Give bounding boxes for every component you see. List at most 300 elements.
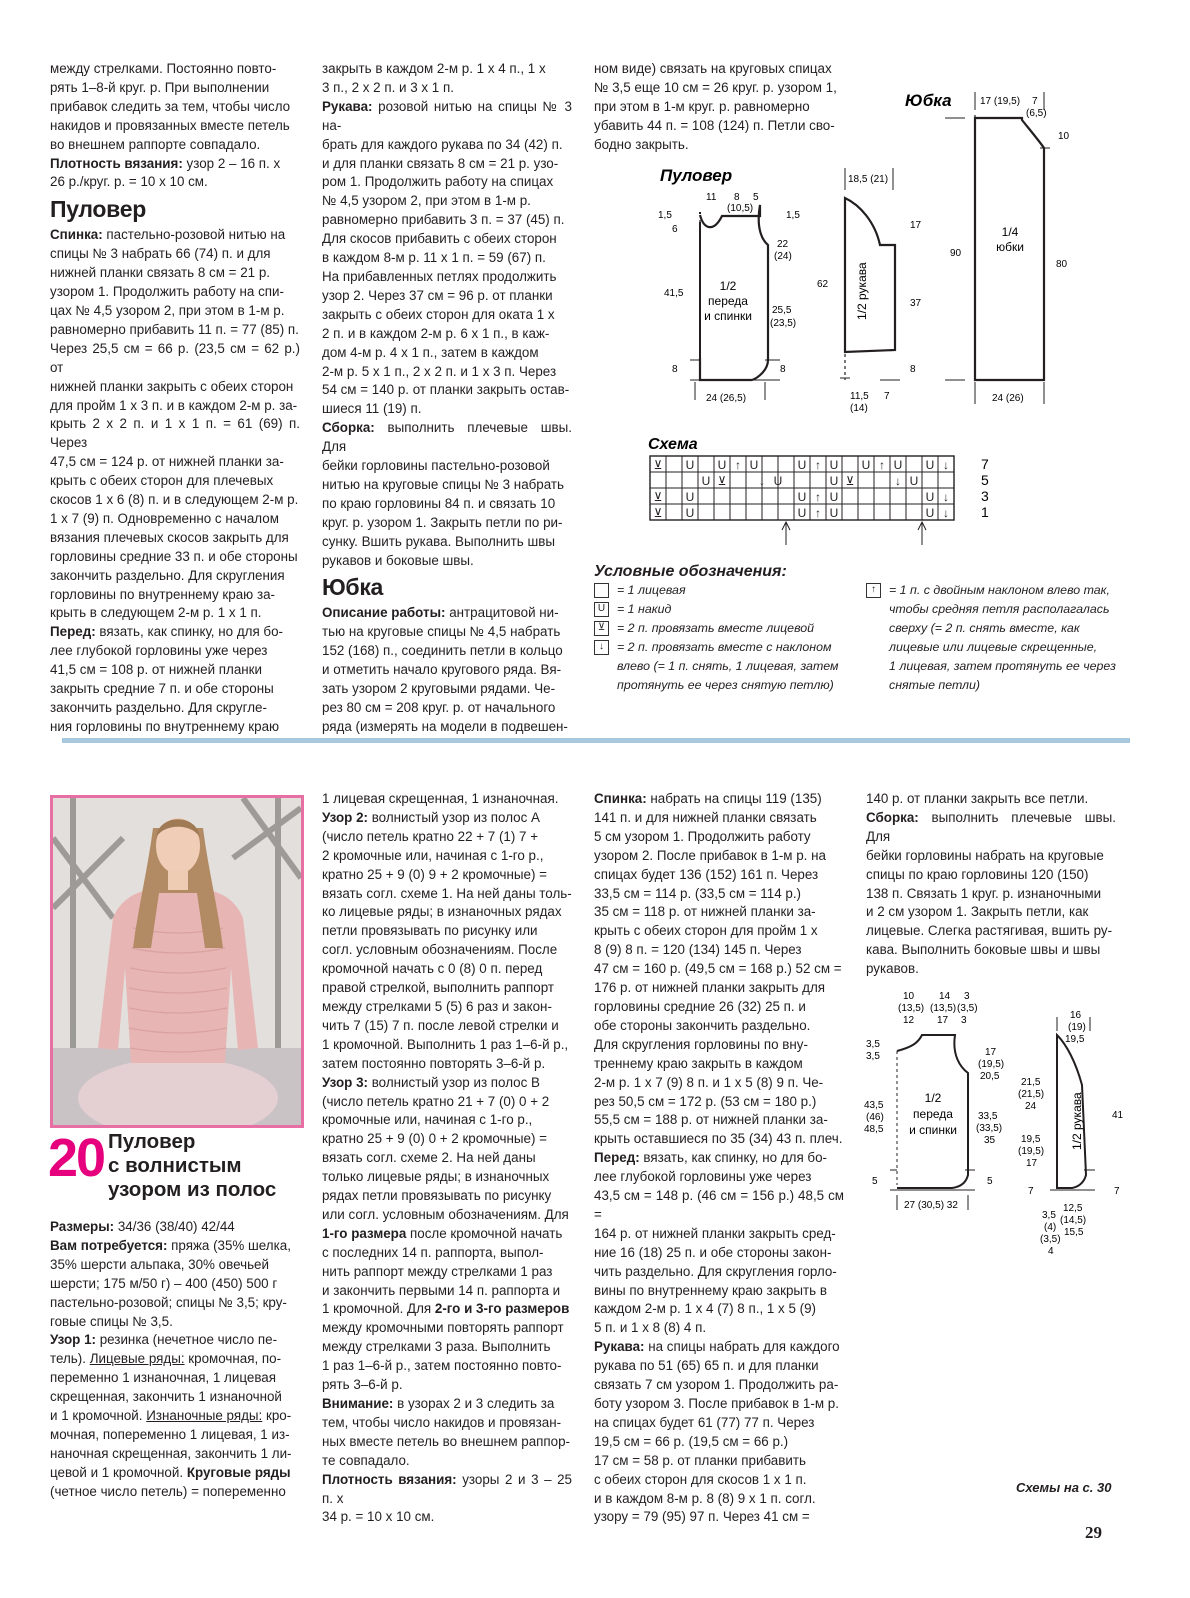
text-line: рядах петли провязывать по рисунку	[322, 1188, 552, 1204]
dim-label: 8	[672, 364, 678, 375]
dim-label: 17	[1026, 1158, 1038, 1169]
text-line: каждом 2-м р. 1 х 4 (7) 8 п., 1 х 5 (9)	[594, 1301, 816, 1317]
dim-label: 15,5	[1064, 1227, 1084, 1238]
text-line: горловины по внутреннему краю за-	[50, 586, 275, 602]
text-line: 43,5 см = 148 р. (46 см = 156 р.) 48,5 см =	[594, 1188, 844, 1222]
text-line: 19,5 см = 66 р. (19,5 см = 66 р.)	[594, 1433, 789, 1449]
text-column-b2	[322, 790, 572, 1527]
text-line: крыть в следующем 2-м р. 1 х 1 п.	[50, 605, 262, 621]
text-line	[50, 1218, 300, 1237]
sleeves-label: Рукава:	[594, 1339, 645, 1355]
text-line: Через 25,5 см = 66 р. (23,5 см = 62 р.) от	[50, 340, 300, 375]
text-run: вязать, как спинку, но для бо-	[95, 624, 283, 640]
k2tog-icon: ⊻	[594, 621, 609, 636]
text-line: в каждом 8-м р. 11 х 1 п. = 59 (67) п.	[322, 250, 546, 266]
dim-label: 6	[672, 224, 678, 235]
text-line: рукава по 51 (65) 65 п. и для планки	[594, 1358, 819, 1374]
legend-item	[594, 638, 864, 695]
text-line: 2-м р. 5 х 1 п., 2 х 2 п. и 1 х 3 п. Через	[322, 363, 557, 379]
sym-yo: U	[829, 490, 839, 504]
text-line: вины по внутреннему краю закрыть в	[594, 1282, 827, 1298]
dim-label: (6,5)	[1026, 108, 1047, 119]
sym-cdd: ↑	[879, 458, 885, 472]
text-line: 176 р. от нижней планки закрыть для	[594, 980, 826, 996]
text-line: зать узором 2 круговыми рядами. Че-	[322, 681, 556, 697]
text-column-b3	[594, 790, 844, 1527]
legend-line: лицевые или лицевые скрещенные,	[889, 640, 1098, 654]
text-line: 2-м р. 1 х 7 (9) 8 п. и 1 х 5 (8) 9 п. Че-	[594, 1074, 824, 1090]
dim-label: 7	[1032, 96, 1038, 107]
legend-title: Условные обозначения:	[594, 563, 787, 580]
text-line: 3 п., 2 х 2 п. и 3 х 1 п.	[322, 79, 454, 95]
text-line: Для скругления горловины по вну-	[594, 1036, 808, 1052]
schemes-reference: Схемы на с. 30	[1016, 1480, 1112, 1495]
dim-label: 25,5	[772, 305, 792, 316]
dim-label: 22	[777, 239, 789, 250]
text-line: 47,5 см = 124 р. от нижней планки за-	[50, 454, 284, 470]
yarn-over-icon: U	[594, 602, 609, 617]
front-label: Перед:	[50, 624, 96, 640]
text-line: и для планки связать 8 см = 21 р. узо-	[322, 155, 559, 171]
sym-yo: U	[829, 474, 839, 488]
dim-label: 41,5	[664, 288, 684, 299]
text-run: цевой и 1 кромочной.	[50, 1464, 184, 1480]
sym-yo: U	[685, 458, 695, 472]
sizes-label: Размеры:	[50, 1219, 115, 1234]
text-line: крыть с обеих сторон для пройм 1 х	[594, 923, 818, 939]
text-line: на спицах будет 61 (77) 77 п. Через	[594, 1414, 815, 1430]
legend-text	[617, 638, 839, 695]
front-label: Перед:	[594, 1150, 640, 1166]
model-title	[108, 1130, 276, 1202]
text-line: узором 2. После прибавок в 1-м р. на	[594, 847, 826, 863]
text-line: бейки горловины набрать на круговые	[866, 847, 1104, 863]
text-line: вязать согл. схеме 1. На ней даны толь-	[322, 885, 572, 901]
text-line: ряда (измерять на модели в подвешен-	[322, 718, 568, 734]
text-line: кратно 25 + 9 (0) 9 + 2 кромочные) =	[322, 866, 547, 882]
dim-label: 62	[817, 279, 829, 290]
text-line: закончить раздельно. Для скругления	[50, 567, 285, 583]
sym-yo: U	[797, 458, 807, 472]
front-back-label-3: и спинки	[704, 309, 752, 323]
text-line: узором 1. Продолжить работу на спи-	[50, 284, 284, 300]
dim-label: 4	[1048, 1246, 1054, 1257]
text-line	[322, 1395, 572, 1414]
text-line: треннему краю закрыть в каждом	[594, 1055, 803, 1071]
dim-label: 24 (26,5)	[706, 393, 747, 404]
dim-label: (19,5)	[1018, 1146, 1045, 1157]
text-line	[50, 1350, 300, 1369]
legend-line: сверху (= 2 п. снять вместе, как	[889, 621, 1080, 635]
text-line: кромочные или, начиная с 1-го р.,	[322, 1112, 533, 1128]
dim-label: (24)	[774, 251, 792, 262]
legend-item	[866, 581, 1136, 695]
sym-yo: U	[893, 458, 903, 472]
text-line: горловины средние 33 п. и обе стороны	[50, 548, 298, 564]
text-line: 17 см = 58 р. от планки прибавить	[594, 1452, 806, 1468]
text-run: набрать на спицы 119 (135)	[646, 791, 822, 806]
text-line: рукавов.	[866, 961, 919, 977]
sym-yo: U	[685, 506, 695, 520]
text-run: антрацитовой ни-	[445, 605, 559, 621]
sym-yo: U	[717, 458, 727, 472]
dim-label: 14	[939, 991, 951, 1002]
text-column-b1	[50, 1218, 300, 1502]
sym-k2tog: ⊻	[845, 474, 855, 488]
wrong-side-rows-label: Изнаночные ряды:	[146, 1408, 263, 1424]
text-line: скосов 1 х 6 (8) п. и в следующем 2-м р.	[50, 492, 299, 508]
text-line: правой стрелкой, выполнить раппорт	[322, 980, 555, 996]
dim-label: 7	[1114, 1186, 1120, 1197]
text-line: шерсти; 175 м/50 г) – 400 (450) 500 г	[50, 1275, 278, 1291]
text-line: закрыть средние 7 п. и обе стороны	[50, 681, 274, 697]
text-run: вязать, как спинку, но для бо-	[639, 1150, 827, 1166]
text-line: только лицевые ряды; в изнаночных	[322, 1169, 550, 1185]
ssk-icon: ↓	[594, 640, 609, 655]
b-sleeve-half-label: 1/2 рукава	[1070, 1092, 1084, 1150]
text-run: выполнить плечевые швы. Для	[322, 420, 572, 455]
skirt-quarter-label-1: 1/4	[1001, 225, 1019, 239]
text-line: затем постоянно повторять 3–6-й р.	[322, 1055, 546, 1071]
row-number: 5	[981, 472, 989, 488]
text-line: 35 см = 118 р. от нижней планки за-	[594, 904, 816, 920]
assembly-label: Сборка:	[322, 420, 375, 436]
text-run: в узорах 2 и 3 следить за	[393, 1396, 555, 1411]
sym-cdd: ↑	[735, 458, 741, 472]
text-run: розовой нитью на спицы № 3 на-	[322, 98, 572, 133]
text-line: кратно 25 + 9 (0) 0 + 2 кромочные) =	[322, 1131, 547, 1147]
text-line: чить раздельно. Для скругления горло-	[594, 1263, 837, 1279]
assembly-label: Сборка:	[866, 809, 919, 825]
text-run: пастельно-розовой нитью на	[102, 227, 286, 243]
dim-label: (13,5)	[930, 1003, 957, 1014]
text-run: 1 кромочной. Для	[322, 1301, 435, 1317]
dim-label: 5	[872, 1176, 878, 1187]
text-line: нитью на круговые спицы № 3 набрать	[322, 476, 565, 492]
text-line: скрещенная, закончить 1 изнаночной	[50, 1389, 282, 1405]
dim-label: (21,5)	[1018, 1089, 1045, 1100]
sym-ssk: ↓	[895, 474, 901, 488]
text-line: сунку. Вшить рукава. Выполнить швы	[322, 533, 555, 549]
sym-yo: U	[797, 506, 807, 520]
text-run: и 1 кромочной.	[50, 1408, 143, 1424]
sym-yo: U	[829, 506, 839, 520]
text-line: петли провязывать по рисунку или	[322, 923, 538, 939]
dim-label: 20,5	[980, 1071, 1000, 1082]
sym-ssk: ↓	[943, 506, 949, 520]
dim-label: (19)	[1068, 1022, 1086, 1033]
text-line: ных вместе петель во внешнем раппор-	[322, 1433, 570, 1449]
b-front-back-label-1: 1/2	[924, 1091, 942, 1105]
pattern3-label: Узор 3:	[322, 1074, 368, 1090]
text-line: с обеих сторон для скосов 1 х 1 п.	[594, 1471, 807, 1487]
text-line: горловины средние 26 (32) 25 п. и	[594, 998, 806, 1014]
legend-text: = 1 лицевая	[617, 583, 686, 597]
dim-label: 10	[903, 991, 915, 1002]
text-run: узор 2 – 16 п. х	[182, 155, 281, 171]
text-line: или согл. условным обозначениям. Для	[322, 1206, 569, 1222]
text-run: тель).	[50, 1351, 86, 1367]
dim-label: 5	[987, 1176, 993, 1187]
text-run: кро-	[262, 1408, 292, 1424]
row-number: 3	[981, 488, 989, 504]
legend-text: = 1 накид	[617, 602, 672, 616]
dim-label: 16	[1070, 1010, 1082, 1021]
text-line: 141 п. и для нижней планки связать	[594, 809, 817, 825]
text-line: (четное число петель) = попеременно	[50, 1483, 286, 1499]
text-line: 33,5 см = 114 р. (33,5 см = 114 р.)	[594, 885, 801, 901]
row-number: 7	[981, 456, 989, 472]
dim-label: 5	[753, 192, 759, 203]
legend-text	[889, 581, 1116, 695]
text-line: 47 см = 160 р. (49,5 см = 168 р.) 52 см =	[594, 961, 842, 977]
text-line: крыть оставшиеся по 35 (34) 43 п. плеч.	[594, 1131, 843, 1147]
dim-label: 3,5	[1042, 1210, 1056, 1221]
dim-label: 8	[910, 364, 916, 375]
text-line: цах № 4,5 узором 2, при этом в 1-м р.	[50, 302, 285, 318]
dim-label: 1,5	[658, 210, 672, 221]
sym-yo: U	[861, 458, 871, 472]
dim-label: 33,5	[978, 1111, 998, 1122]
text-line	[322, 809, 572, 828]
text-line: боту узором 3. После прибавок в 1-м р.	[594, 1396, 839, 1411]
dim-label: 3	[961, 1015, 967, 1026]
text-line: чить 7 (15) 7 п. после левой стрелки и	[322, 1017, 559, 1033]
legend-item	[594, 600, 864, 619]
dim-label: 11,5	[850, 391, 869, 402]
attention-label: Внимание:	[322, 1396, 394, 1411]
dim-label: 12,5	[1063, 1203, 1083, 1214]
dim-label: 17	[910, 220, 922, 231]
sym-yo: U	[909, 474, 919, 488]
round-rows-label: Круговые ряды	[186, 1464, 291, 1480]
legend-line: = 2 п. провязать вместе с наклоном	[617, 640, 832, 654]
text-line: и 2 см узором 1. Закрыть петли, как	[866, 904, 1089, 920]
legend-item	[594, 619, 864, 638]
dim-label: 17	[937, 1015, 949, 1026]
dim-label: 12	[903, 1015, 915, 1026]
sleeve-half-label: 1/2 рукава	[855, 262, 869, 320]
front-back-label-2: переда	[708, 294, 748, 308]
text-line: те совпадало.	[322, 1452, 410, 1468]
text-column-b4	[866, 790, 1116, 979]
text-run: волнистый узор из полос А	[367, 809, 540, 825]
text-line: 8 (9) 8 п. = 120 (134) 145 п. Через	[594, 942, 802, 958]
size1-label: 1-го размера	[322, 1225, 407, 1241]
sym-cdd: ↑	[815, 506, 821, 520]
dim-label: 7	[884, 391, 890, 402]
text-line: 1 кромочной. Выполнить 1 раз 1–6-й р.,	[322, 1036, 569, 1052]
text-run: резинка (нечетное число пе-	[95, 1332, 278, 1348]
text-line: согл. условным обозначениям. После	[322, 942, 558, 958]
dim-label: 8	[780, 364, 786, 375]
text-line: вязания плечевых скосов закрыть для	[50, 529, 289, 545]
text-run: кромочная, по-	[184, 1351, 282, 1367]
dim-label: (14)	[850, 403, 868, 414]
dim-label: 37	[910, 298, 922, 309]
text-line: ном виде) связать на круговых спицах	[594, 61, 832, 76]
dim-label: 90	[950, 248, 962, 259]
description-label: Описание работы:	[322, 605, 446, 621]
text-line: ния горловины по внутреннему краю	[50, 718, 280, 734]
skirt-diagram-title: Юбка	[905, 91, 952, 110]
sym-yo: U	[701, 474, 711, 488]
legend-line: протянуть ее через снятую петлю)	[617, 678, 834, 692]
text-line: 34 р. = 10 х 10 см.	[322, 1509, 435, 1525]
dim-label: 19,5	[1021, 1134, 1041, 1145]
model-photo-illustration	[53, 798, 301, 1125]
dim-label: 10	[1058, 131, 1070, 142]
text-line: 1 раз 1–6-й р., затем постоянно повто-	[322, 1358, 562, 1374]
dim-label: 3,5	[866, 1039, 880, 1050]
pattern-diagram-bottom	[860, 985, 1160, 1265]
sym-yo: U	[925, 506, 935, 520]
pullover-diagram-title: Пуловер	[660, 166, 733, 185]
text-line: равномерно прибавить 3 п. = 37 (45) п.	[322, 212, 565, 228]
text-line: спицы по краю горловины 120 (150)	[866, 866, 1089, 882]
sym-yo: U	[797, 490, 807, 504]
text-line: накидов и провязанных вместе петель	[50, 117, 290, 133]
text-run: на спицы набрать для каждого	[644, 1339, 840, 1355]
text-line	[50, 1464, 300, 1483]
text-line: кава. Выполнить боковые швы и швы	[866, 942, 1101, 958]
text-line: и отметить начало кругового ряда. Вя-	[322, 662, 562, 678]
dim-label: 3,5	[866, 1051, 880, 1062]
text-line: мочная, попеременно 1 лицевая, 1 из-	[50, 1426, 290, 1442]
dim-label: 43,5	[864, 1100, 884, 1111]
sym-yo: U	[829, 458, 839, 472]
text-line: 152 (168) п., соединить петли в кольцо	[322, 643, 563, 659]
dim-label: (46)	[866, 1112, 884, 1123]
text-line: обе стороны закончить раздельно.	[594, 1017, 811, 1033]
dim-label: 18,5 (21)	[848, 174, 889, 185]
dim-label: (3,5)	[957, 1003, 978, 1014]
text-line	[50, 1237, 300, 1256]
sym-yo: U	[685, 490, 695, 504]
page-number: 29	[1085, 1523, 1102, 1542]
text-line	[50, 1331, 300, 1350]
model-number: 20	[48, 1128, 105, 1188]
text-line: говые спицы № 3,5.	[50, 1313, 173, 1329]
model-title-line: узором из полос	[108, 1178, 277, 1201]
sym-yo: U	[925, 490, 935, 504]
text-line: рять 1–8-й круг. р. При выполнении	[50, 79, 270, 95]
text-line: нижней планки связать 8 см = 21 р.	[50, 265, 270, 281]
dim-label: (3,5)	[1040, 1234, 1061, 1245]
dim-label: (10,5)	[727, 203, 754, 214]
text-line: (число петель кратно 21 + 7 (0) 0 + 2	[322, 1093, 550, 1109]
text-line: тем, чтобы число накидов и провязан-	[322, 1414, 562, 1430]
legend-line: 1 лицевая, затем протянуть ее через	[889, 659, 1116, 673]
knit-symbol-icon	[594, 583, 609, 598]
sym-cdd: ↑	[815, 490, 821, 504]
dim-label: 17 (19,5)	[980, 96, 1021, 107]
text-line: 1 лицевая скрещенная, 1 изнаночная.	[322, 791, 559, 806]
double-decrease-icon: ↑	[866, 583, 881, 598]
dim-label: 17	[985, 1047, 997, 1058]
text-line: 26 р./круг. р. = 10 х 10 см.	[50, 174, 208, 190]
dim-label: 3	[964, 991, 970, 1002]
text-run: пряжа (35% шелка,	[167, 1237, 291, 1253]
b-front-back-label-3: и спинки	[909, 1123, 957, 1137]
text-line: ко лицевые ряды; в изнаночных рядах	[322, 904, 562, 920]
sym-k2tog: ⊻	[653, 490, 663, 504]
text-line: и закончить первыми 14 п. раппорта и	[322, 1282, 561, 1298]
text-line: при этом в 1-м круг. р. равномерно	[594, 98, 810, 114]
text-line: бейки горловины пастельно-розовой	[322, 458, 550, 474]
section-heading-pullover: Пуловер	[50, 196, 146, 223]
text-line: 54 см = 140 р. от планки закрыть остав-	[322, 382, 570, 398]
text-line: тью на круговые спицы № 4,5 набрать	[322, 624, 561, 640]
dim-label: (14,5)	[1060, 1215, 1087, 1226]
sleeve-outline	[845, 198, 895, 352]
dim-label: 27 (30,5) 32	[904, 1200, 958, 1211]
text-line: (число петель кратно 22 + 7 (1) 7 +	[322, 828, 539, 844]
text-line: рез 50,5 см = 172 р. (53 см = 180 р.)	[594, 1093, 817, 1109]
dim-label: 1,5	[786, 210, 800, 221]
text-line: 41,5 см = 108 р. от нижней планки	[50, 662, 263, 678]
text-line: 164 р. от нижней планки закрыть сред-	[594, 1225, 836, 1241]
dim-label: 11	[706, 192, 717, 203]
sym-ssk: ↓	[943, 458, 949, 472]
back-label: Спинка:	[594, 791, 647, 806]
text-line	[594, 790, 844, 809]
text-line: с последних 14 п. раппорта, выпол-	[322, 1244, 544, 1260]
b-front-back-label-2: переда	[913, 1107, 953, 1121]
text-line	[594, 1149, 844, 1168]
text-line: крыть 2 х 2 п. и 1 х 1 п. = 61 (69) п. Через	[50, 416, 300, 451]
text-run: после кромочной начать	[406, 1225, 563, 1241]
text-line: На прибавленных петлях продолжить	[322, 268, 557, 284]
text-line: дом 4-м р. 4 х 1 п., затем в каждом	[322, 344, 539, 360]
legend-right	[866, 581, 1136, 695]
text-line: кромочной начать с 0 (8) 0 п. перед	[322, 961, 543, 977]
text-line: между стрелками 3 раза. Выполнить	[322, 1339, 551, 1355]
model-title-line: с волнистым	[108, 1154, 242, 1177]
text-line: рез 80 см = 208 круг. р. от начального	[322, 700, 556, 715]
sym-k2tog: ⊻	[653, 506, 663, 520]
pattern2-label: Узор 2:	[322, 809, 368, 825]
text-line: ние 16 (18) 25 п. и обе стороны закон-	[594, 1244, 832, 1260]
text-line	[866, 809, 1116, 847]
text-line: между стрелками 5 (5) 6 раз и закон-	[322, 998, 552, 1014]
dim-label: 19,5	[1065, 1034, 1085, 1045]
section-heading-skirt: Юбка	[322, 574, 384, 601]
text-line: убавить 44 п. = 108 (124) п. Петли сво-	[594, 117, 835, 133]
text-line	[322, 1300, 572, 1319]
legend-line: снятые петли)	[889, 678, 981, 692]
text-line: 138 п. Связать 1 круг. р. изнаночными	[866, 885, 1102, 901]
text-line: вязать согл. схеме 2. На ней даны	[322, 1150, 536, 1166]
dim-label: (33,5)	[976, 1123, 1003, 1134]
back-label: Спинка:	[50, 227, 103, 243]
materials-label: Вам потребуется:	[50, 1237, 168, 1253]
text-line	[594, 1338, 844, 1357]
text-line: № 3,5 еще 10 см = 26 круг. р. узором 1,	[594, 79, 837, 95]
legend-line: влево (= 1 п. снять, 1 лицевая, затем	[617, 659, 839, 673]
text-line: 140 р. от планки закрыть все петли.	[866, 791, 1089, 806]
text-line: закрыть с обеих сторон для оката 1 х	[322, 306, 555, 322]
dim-label: 41	[1112, 1110, 1124, 1121]
skirt-quarter-label-2: юбки	[996, 240, 1024, 254]
dim-label: 48,5	[864, 1124, 884, 1135]
legend-line: чтобы средняя петля располагалась	[889, 602, 1110, 616]
text-line	[322, 1225, 572, 1244]
text-line: 2 п. и в каждом 2-м р. 6 х 1 п., в каж-	[322, 325, 550, 341]
right-side-rows-label: Лицевые ряды:	[89, 1351, 185, 1367]
dim-label: (19,5)	[978, 1059, 1005, 1070]
text-line: круг. р. узором 1. Закрыть петли по ри-	[322, 514, 563, 530]
